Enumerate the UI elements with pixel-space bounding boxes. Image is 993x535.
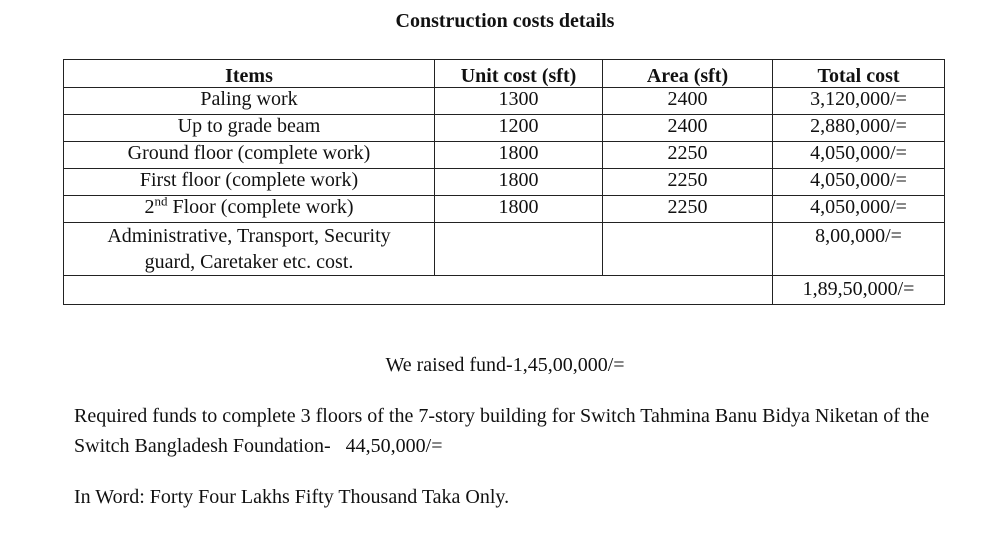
header-unit-cost: Unit cost (sft) [435, 60, 603, 88]
grand-total-spacer [64, 276, 773, 305]
area-cell: 2250 [603, 142, 773, 169]
unit-cost-cell: 1800 [435, 196, 603, 223]
table-row [64, 88, 945, 115]
item-cell: First floor (complete work) [64, 169, 435, 196]
item-cell [64, 223, 435, 276]
item-suffix: Floor (complete work) [167, 196, 354, 218]
grand-total-row [64, 276, 945, 305]
table-row [64, 223, 945, 276]
unit-cost-cell: 1800 [435, 142, 603, 169]
item-cell: Paling work [64, 88, 435, 115]
construction-costs-table [63, 59, 945, 305]
table-header-row [64, 60, 945, 88]
unit-cost-cell: 1800 [435, 169, 603, 196]
item-prefix: 2 [144, 196, 155, 218]
unit-cost-cell [435, 223, 603, 276]
document-title: Construction costs details [395, 10, 615, 32]
total-cell: 4,050,000/= [773, 169, 945, 196]
table-row [64, 196, 945, 223]
header-items: Items [64, 60, 435, 88]
unit-cost-cell: 1300 [435, 88, 603, 115]
table-row [64, 115, 945, 142]
table-row [64, 142, 945, 169]
grand-total-cell: 1,89,50,000/= [773, 276, 945, 305]
fund-raised-text: We raised fund-1,45,00,000/= [385, 354, 625, 376]
item-line-2: guard, Caretaker etc. cost. [144, 251, 354, 273]
unit-cost-cell: 1200 [435, 115, 603, 142]
item-cell [64, 193, 435, 223]
table-row [64, 169, 945, 196]
item-cell: Up to grade beam [64, 115, 435, 142]
item-line-1: Administrative, Transport, Security [107, 225, 391, 247]
total-cell: 2,880,000/= [773, 115, 945, 142]
area-cell: 2250 [603, 169, 773, 196]
header-total-cost: Total cost [773, 60, 945, 88]
in-word-paragraph: In Word: Forty Four Lakhs Fifty Thousand Taka Only. [74, 486, 510, 508]
total-cell: 3,120,000/= [773, 88, 945, 115]
area-cell: 2250 [603, 196, 773, 223]
total-cell: 4,050,000/= [773, 196, 945, 223]
area-cell [603, 223, 773, 276]
header-area: Area (sft) [603, 60, 773, 88]
area-cell: 2400 [603, 88, 773, 115]
item-cell: Ground floor (complete work) [64, 142, 435, 169]
area-cell: 2400 [603, 115, 773, 142]
total-cell: 8,00,000/= [773, 223, 945, 276]
total-cell: 4,050,000/= [773, 142, 945, 169]
item-superscript: nd [154, 193, 168, 209]
required-funds-paragraph: Required funds to complete 3 floors of the 7-story building for Switch Tahmina Banu Bidya Niketan of the Switch Bangladesh Foundation- 44,50,000/= [74, 405, 935, 457]
